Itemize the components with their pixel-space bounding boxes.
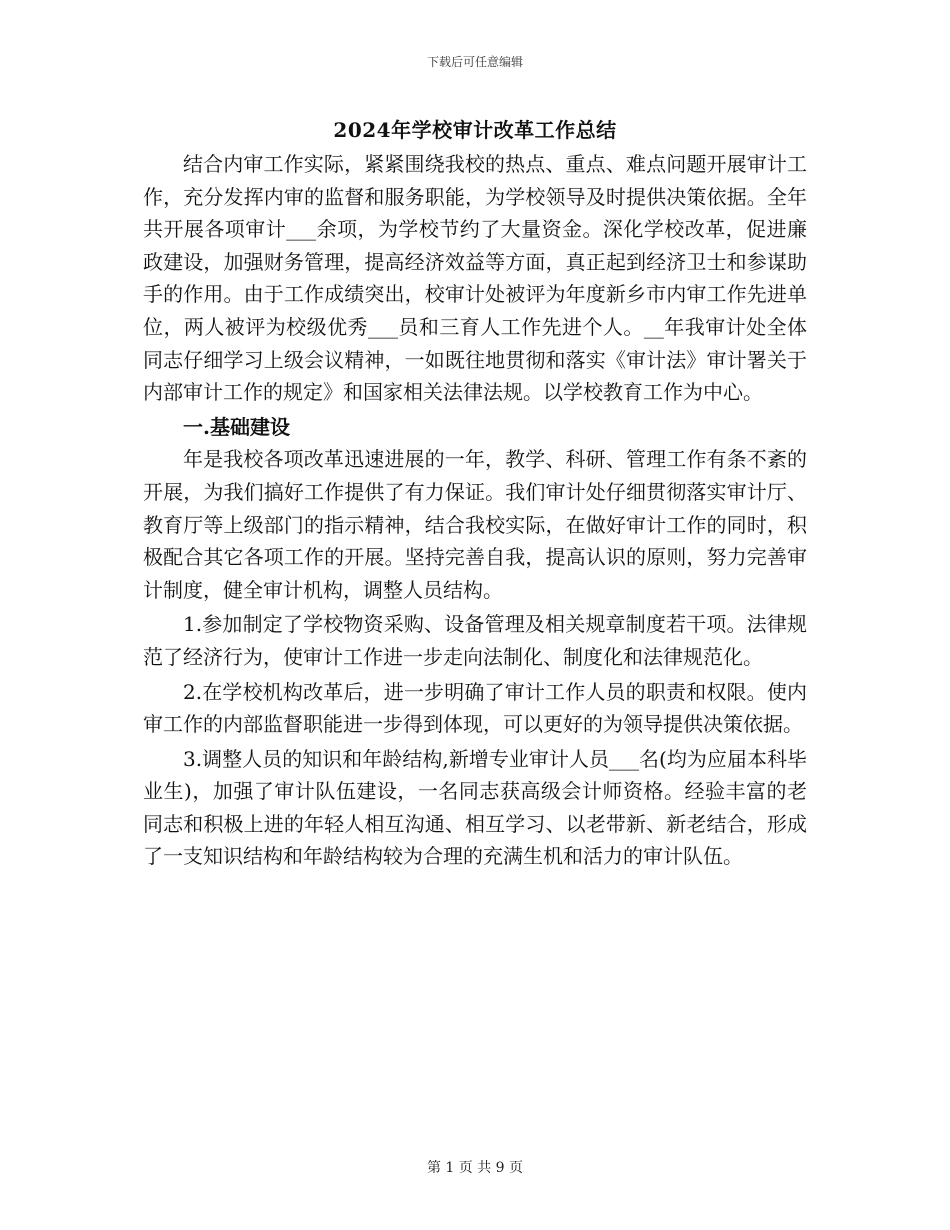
list-item-3: 3.调整人员的知识和年龄结构,新增专业审计人员___名(均为应届本科毕业生)，加强了审计队伍建设，一名同志获高级会计师资格。经验丰富的老同志和积极上进的年轻人相互沟通、相互学习、以老带新、新老结合，形成了一支知识结构和年龄结构较为合理的充满生机和活力的审计队伍。 <box>143 746 807 869</box>
section-intro-paragraph: 年是我校各项改革迅速进展的一年，教学、科研、管理工作有条不紊的开展，为我们搞好工作提供了有力保证。我们审计处仔细贯彻落实审计厅、教育厅等上级部门的指示精神，结合我校实际，在做好审计工作的同时，积极配合其它各项工作的开展。坚持完善自我，提高认识的原则，努力完善审计制度，健全审计机构，调整人员结构。 <box>143 447 807 602</box>
document-title: 2024年学校审计改革工作总结 <box>333 118 617 142</box>
list-item-1: 1.参加制定了学校物资采购、设备管理及相关规章制度若干项。法律规范了经济行为，使审计工作进一步走向法制化、制度化和法律规范化。 <box>143 612 807 669</box>
page-header: 下载后可任意编辑 <box>426 55 523 69</box>
page-number: 第 1 页 共 9 页 <box>426 1160 524 1176</box>
section-heading-basic-construction: 一.基础建设 <box>183 414 290 439</box>
list-item-2: 2.在学校机构改革后，进一步明确了审计工作人员的职责和权限。使内审工作的内部监督职能进一步得到体现，可以更好的为领导提供决策依据。 <box>143 679 807 737</box>
document-body <box>143 148 807 875</box>
intro-paragraph: 结合内审工作实际，紧紧围绕我校的热点、重点、难点问题开展审计工作，充分发挥内审的监督和服务职能，为学校领导及时提供决策依据。全年共开展各项审计___余项，为学校节约了大量资金。深化学校改革，促进廉政建设，加强财务管理，提高经济效益等方面，真正起到经济卫士和参谋助手的作用。由于工作成绩突出，校审计处被评为年度新乡市内审工作先进单位，两人被评为校级优秀___员和三育人工作先进个人。__年我审计处全体同志仔细学习上级会议精神，一如既往地贯彻和落实《审计法》审计署关于内部审计工作的规定》和国家相关法律法规。以学校教育工作为中心。 <box>143 152 807 405</box>
